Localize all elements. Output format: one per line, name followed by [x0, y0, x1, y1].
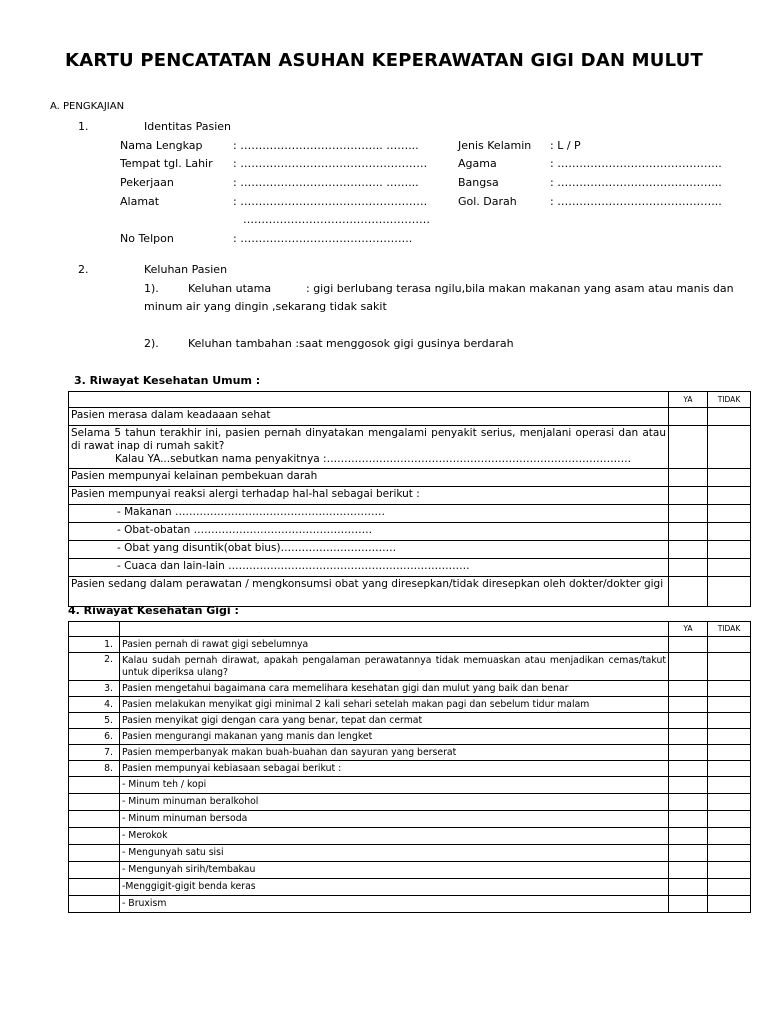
riwayat-gigi-table — [68, 621, 751, 913]
header-blank — [120, 622, 669, 637]
item-number-blank — [69, 794, 120, 811]
value-telpon: : ……………………………………….. — [233, 232, 413, 245]
checkbox-tidak[interactable] — [708, 828, 751, 845]
keluhan-utama-number: 1). — [144, 282, 159, 295]
checkbox-ya[interactable] — [669, 469, 708, 487]
item-number-blank — [69, 896, 120, 913]
checkbox-tidak[interactable] — [708, 426, 751, 469]
checkbox-ya[interactable] — [669, 408, 708, 426]
checkbox-ya[interactable] — [669, 653, 708, 681]
checkbox-ya[interactable] — [669, 541, 708, 559]
checkbox-tidak[interactable] — [708, 845, 751, 862]
checkbox-tidak[interactable] — [708, 777, 751, 794]
checkbox-ya[interactable] — [669, 845, 708, 862]
item-text: Pasien menyikat gigi dengan cara yang benar, tepat dan cermat — [120, 713, 669, 729]
value-gol-darah: : ……………………………………... — [550, 195, 722, 208]
item-number-blank — [69, 862, 120, 879]
identitas-number: 1. — [78, 120, 89, 133]
checkbox-tidak[interactable] — [708, 713, 751, 729]
value-alamat: : …………………………………………… — [233, 195, 428, 208]
keluhan-heading: Keluhan Pasien — [144, 263, 228, 276]
label-bangsa: Bangsa — [458, 176, 499, 189]
row-alergi-cuaca: - Cuaca dan lain-lain …………………………………………………………… — [69, 559, 669, 577]
checkbox-tidak[interactable] — [708, 862, 751, 879]
label-gol-darah: Gol. Darah — [458, 195, 517, 208]
row-alergi-obat-suntik: - Obat yang disuntik(obat bius)…………………………… — [69, 541, 669, 559]
checkbox-tidak[interactable] — [708, 653, 751, 681]
checkbox-tidak[interactable] — [708, 559, 751, 577]
item-number: 1. — [69, 637, 120, 653]
item-text: Pasien memperbanyak makan buah-buahan dan sayuran yang berserat — [120, 745, 669, 761]
checkbox-ya[interactable] — [669, 745, 708, 761]
item-text: Pasien pernah di rawat gigi sebelumnya — [120, 637, 669, 653]
row-penyakit-serius — [69, 426, 669, 469]
keluhan-tambahan-text: Keluhan tambahan :saat menggosok gigi gusinya berdarah — [188, 337, 514, 350]
item-number: 7. — [69, 745, 120, 761]
checkbox-ya[interactable] — [669, 577, 708, 607]
riwayat-umum-heading: 3. Riwayat Kesehatan Umum : — [74, 374, 261, 387]
checkbox-tidak[interactable] — [708, 879, 751, 896]
habit-text: - Minum minuman bersoda — [120, 811, 669, 828]
label-jenis-kelamin: Jenis Kelamin — [458, 139, 532, 152]
keluhan-number: 2. — [78, 263, 89, 276]
label-nama: Nama Lengkap — [120, 139, 203, 152]
item-text: Pasien mempunyai kebiasaan sebagai berikut : — [120, 761, 669, 777]
page-title: KARTU PENCATATAN ASUHAN KEPERAWATAN GIGI DAN MULUT — [65, 50, 703, 71]
item-text: Kalau sudah pernah dirawat, apakah pengalaman perawatannya tidak memuaskan atau menjadikan cemas/takut untuk diperiksa ulang? — [120, 653, 669, 681]
row-penyakit-serius-text: Selama 5 tahun terakhir ini, pasien pernah dinyatakan mengalami penyakit serius, menjalani operasi dan atau di rawat inap di rumah sakit? — [71, 427, 666, 452]
checkbox-tidak[interactable] — [708, 729, 751, 745]
value-bangsa: : ……………………………………... — [550, 176, 722, 189]
checkbox-ya[interactable] — [669, 811, 708, 828]
checkbox-tidak[interactable] — [708, 577, 751, 607]
checkbox-tidak[interactable] — [708, 794, 751, 811]
checkbox-ya[interactable] — [669, 713, 708, 729]
item-number-blank — [69, 811, 120, 828]
row-alergi-obat: - Obat-obatan …………………………………………… — [69, 523, 669, 541]
checkbox-ya[interactable] — [669, 862, 708, 879]
checkbox-tidak[interactable] — [708, 505, 751, 523]
col-ya: YA — [669, 622, 708, 637]
header-blank — [69, 392, 669, 408]
col-tidak: TIDAK — [708, 622, 751, 637]
checkbox-ya[interactable] — [669, 896, 708, 913]
habit-text: - Mengunyah sirih/tembakau — [120, 862, 669, 879]
row-perawatan-obat: Pasien sedang dalam perawatan / mengkonsumsi obat yang diresepkan/tidak diresepkan oleh dokter/dokter gigi — [69, 577, 669, 607]
checkbox-ya[interactable] — [669, 523, 708, 541]
item-number: 2. — [69, 653, 120, 681]
habit-text: - Minum minuman beralkohol — [120, 794, 669, 811]
value-pekerjaan: : ………………………………... ……... — [233, 176, 419, 189]
keluhan-utama-text-cont: minum air yang dingin ,sekarang tidak sakit — [144, 300, 387, 313]
checkbox-tidak[interactable] — [708, 541, 751, 559]
checkbox-ya[interactable] — [669, 828, 708, 845]
label-telpon: No Telpon — [120, 232, 174, 245]
keluhan-tambahan-number: 2). — [144, 337, 159, 350]
checkbox-ya[interactable] — [669, 559, 708, 577]
checkbox-tidak[interactable] — [708, 487, 751, 505]
checkbox-ya[interactable] — [669, 879, 708, 896]
checkbox-ya[interactable] — [669, 505, 708, 523]
identitas-heading: Identitas Pasien — [144, 120, 232, 133]
value-agama: : ……………………………………... — [550, 157, 722, 170]
label-agama: Agama — [458, 157, 497, 170]
item-number-blank — [69, 777, 120, 794]
item-text: Pasien melakukan menyikat gigi minimal 2 kali sehari setelah makan pagi dan sebelum tidur malam — [120, 697, 669, 713]
habit-text: - Minum teh / kopi — [120, 777, 669, 794]
keluhan-utama-label: Keluhan utama — [188, 282, 272, 295]
row-kalau-ya-text: Kalau YA...sebutkan nama penyakitnya :…………………………………………………………………………… — [115, 453, 632, 465]
checkbox-ya[interactable] — [669, 794, 708, 811]
item-number: 5. — [69, 713, 120, 729]
label-pekerjaan: Pekerjaan — [120, 176, 174, 189]
item-number-blank — [69, 879, 120, 896]
checkbox-ya[interactable] — [669, 637, 708, 653]
col-tidak: TIDAK — [708, 392, 751, 408]
checkbox-tidak[interactable] — [708, 523, 751, 541]
checkbox-tidak[interactable] — [708, 745, 751, 761]
row-sehat: Pasien merasa dalam keadaaan sehat — [69, 408, 669, 426]
row-alergi-makanan: - Makanan …………………………………………………… — [69, 505, 669, 523]
habit-text: - Merokok — [120, 828, 669, 845]
value-ttl: : …………………………………………… — [233, 157, 428, 170]
riwayat-gigi-heading: 4. Riwayat Kesehatan Gigi : — [68, 604, 239, 617]
item-number: 8. — [69, 761, 120, 777]
habit-text: -Menggigit-gigit benda keras — [120, 879, 669, 896]
checkbox-ya[interactable] — [669, 761, 708, 777]
value-alamat-cont: …………………………………………… — [243, 213, 430, 226]
checkbox-tidak[interactable] — [708, 761, 751, 777]
label-alamat: Alamat — [120, 195, 160, 208]
checkbox-tidak[interactable] — [708, 408, 751, 426]
checkbox-tidak[interactable] — [708, 681, 751, 697]
value-nama: : ………………………………... ……... — [233, 139, 419, 152]
checkbox-tidak[interactable] — [708, 811, 751, 828]
item-text: Pasien mengetahui bagaimana cara memelihara kesehatan gigi dan mulut yang baik dan benar — [120, 681, 669, 697]
checkbox-tidak[interactable] — [708, 697, 751, 713]
row-alergi: Pasien mempunyai reaksi alergi terhadap hal-hal sebagai berikut : — [69, 487, 669, 505]
riwayat-umum-table — [68, 391, 751, 607]
item-number: 3. — [69, 681, 120, 697]
item-number-blank — [69, 845, 120, 862]
item-number: 6. — [69, 729, 120, 745]
keluhan-utama-text: : gigi berlubang terasa ngilu,bila makan makanan yang asam atau manis dan — [306, 282, 734, 295]
row-pembekuan-darah: Pasien mempunyai kelainan pembekuan darah — [69, 469, 669, 487]
habit-text: - Mengunyah satu sisi — [120, 845, 669, 862]
item-text: Pasien mengurangi makanan yang manis dan lengket — [120, 729, 669, 745]
label-ttl: Tempat tgl. Lahir — [120, 157, 213, 170]
checkbox-ya[interactable] — [669, 681, 708, 697]
checkbox-ya[interactable] — [669, 487, 708, 505]
checkbox-tidak[interactable] — [708, 469, 751, 487]
checkbox-ya[interactable] — [669, 426, 708, 469]
checkbox-ya[interactable] — [669, 729, 708, 745]
header-blank — [69, 622, 120, 637]
checkbox-tidak[interactable] — [708, 637, 751, 653]
habit-text: - Bruxism — [120, 896, 669, 913]
item-number: 4. — [69, 697, 120, 713]
checkbox-ya[interactable] — [669, 697, 708, 713]
col-ya: YA — [669, 392, 708, 408]
section-a-heading: A. PENGKAJIAN — [50, 101, 125, 112]
checkbox-tidak[interactable] — [708, 896, 751, 913]
checkbox-ya[interactable] — [669, 777, 708, 794]
value-jenis-kelamin: : L / P — [550, 139, 581, 152]
item-number-blank — [69, 828, 120, 845]
